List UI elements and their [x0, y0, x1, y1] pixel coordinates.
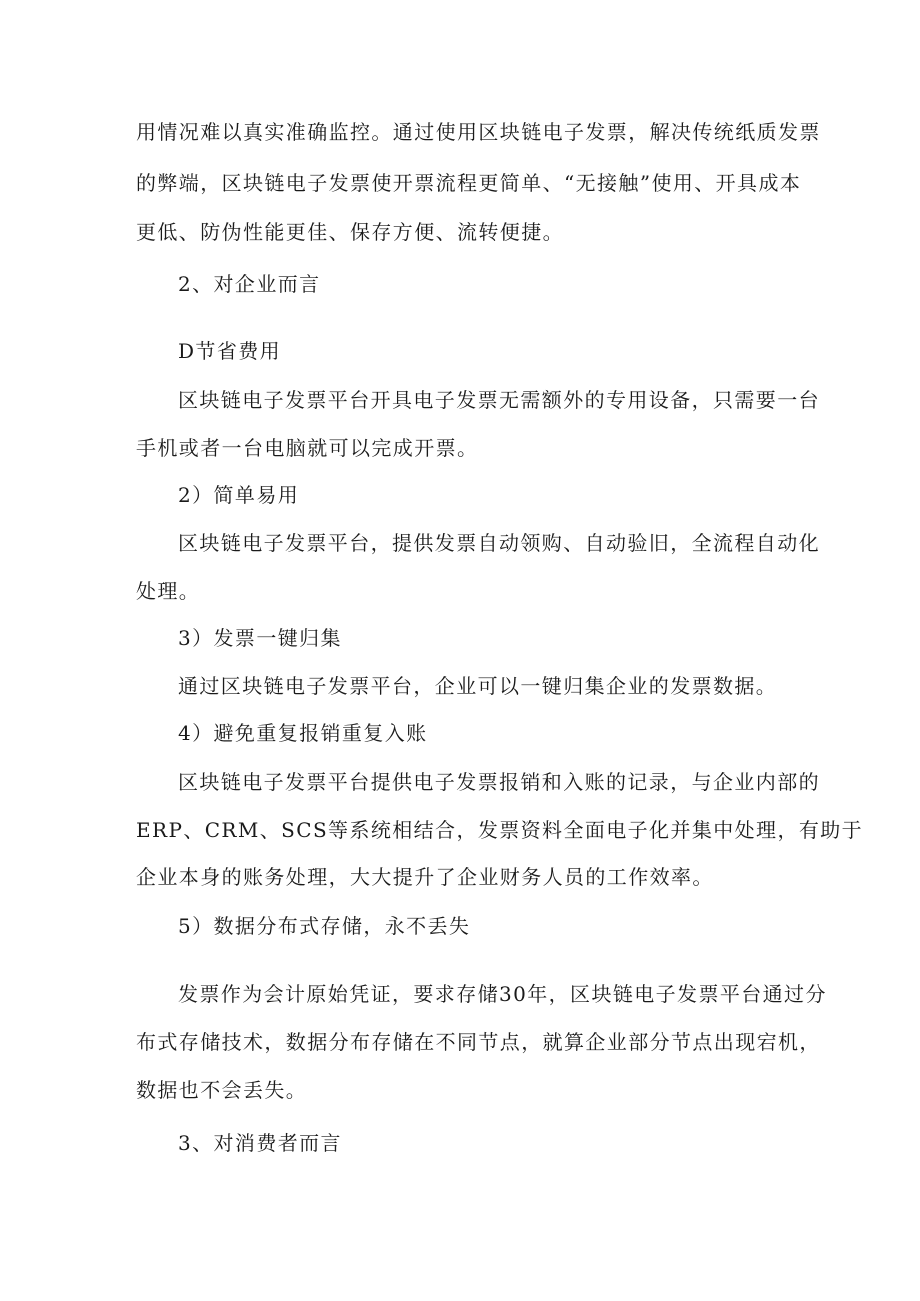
paragraph-line: 布式存储技术，数据分布存储在不同节点，就算企业部分节点出现宕机，: [136, 1030, 821, 1054]
subsection-heading: 3）发票一键归集: [178, 626, 342, 650]
subsection-heading: 5）数据分布式存储，永不丢失: [178, 914, 471, 938]
paragraph-line: 用情况难以真实准确监控。通过使用区块链电子发票，解决传统纸质发票: [136, 120, 821, 144]
paragraph-line: 发票作为会计原始凭证，要求存储30年，区块链电子发票平台通过分: [178, 982, 827, 1006]
paragraph-line: 通过区块链电子发票平台，企业可以一键归集企业的发票数据。: [178, 674, 778, 698]
paragraph-line: 手机或者一台电脑就可以完成开票。: [136, 436, 479, 460]
subsection-heading: 4）避免重复报销重复入账: [178, 721, 428, 745]
paragraph-line: 区块链电子发票平台提供电子发票报销和入账的记录，与企业内部的: [178, 770, 820, 794]
subsection-heading: 2）简单易用: [178, 483, 300, 507]
paragraph-line: ERP、CRM、SCS等系统相结合，发票资料全面电子化并集中处理，有助于: [136, 818, 864, 842]
paragraph-line: 区块链电子发票平台，提供发票自动领购、自动验旧，全流程自动化: [178, 531, 820, 555]
paragraph-line: 数据也不会丢失。: [136, 1078, 308, 1102]
section-heading: 3、对消费者而言: [178, 1131, 342, 1155]
section-heading: 2、对企业而言: [178, 272, 321, 296]
subsection-heading: D节省费用: [178, 339, 282, 363]
paragraph-line: 更低、防伪性能更佳、保存方便、流转便捷。: [136, 220, 564, 244]
paragraph-line: 区块链电子发票平台开具电子发票无需额外的专用设备，只需要一台: [178, 388, 820, 412]
paragraph-line: 企业本身的账务处理，大大提升了企业财务人员的工作效率。: [136, 865, 714, 889]
paragraph-line: 的弊端，区块链电子发票使开票流程更简单、“无接触”使用、开具成本: [136, 171, 802, 195]
paragraph-line: 处理。: [136, 579, 201, 603]
